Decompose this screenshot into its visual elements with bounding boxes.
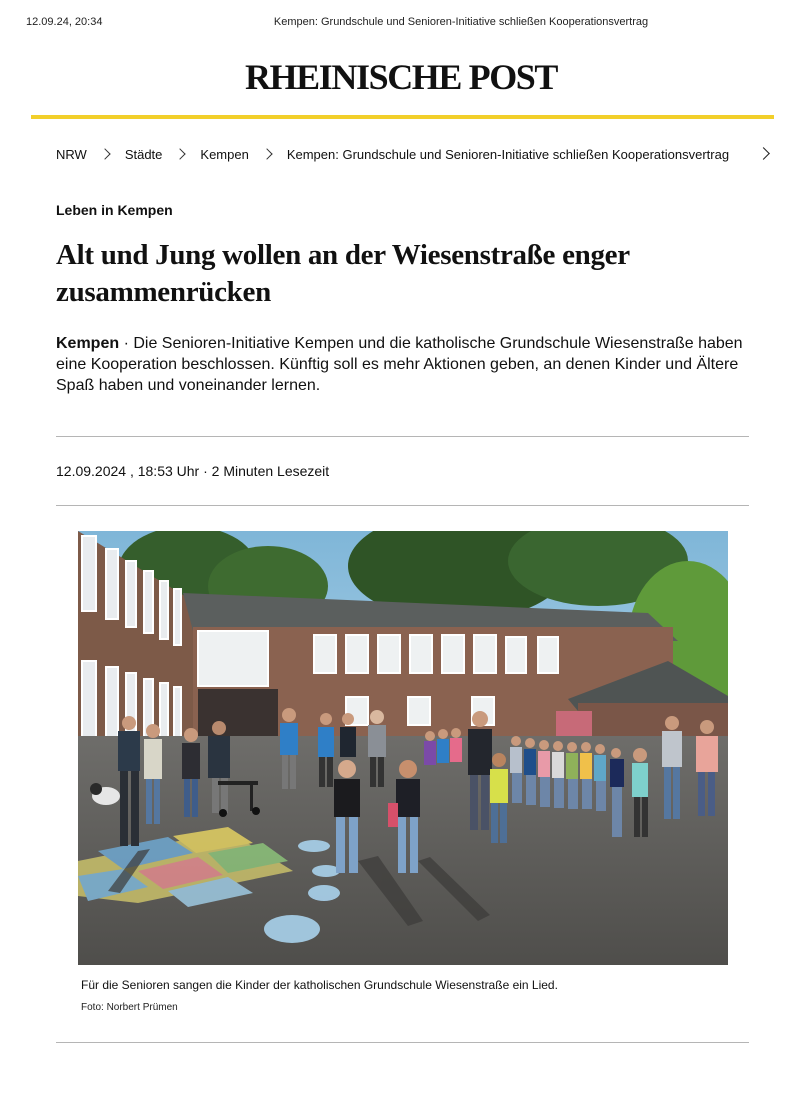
chevron-right-icon	[175, 148, 186, 159]
breadcrumb-item-staedte[interactable]: Städte	[124, 146, 163, 162]
article-lead-text: Die Senioren-Initiative Kempen und die katholische Grundschule Wiesenstraße haben eine Kooperation beschlossen. Künftig soll es mehr Aktionen geben, an denen Kinder und Ältere Spaß haben und voneinander lernen.	[56, 335, 743, 394]
print-page-title: Kempen: Grundschule und Senioren-Initiative schließen Kooperationsvertrag	[273, 16, 649, 28]
article-headline: Alt und Jung wollen an der Wiesenstraße enger zusammenrücken	[56, 239, 630, 308]
print-datetime: 12.09.24, 20:34	[26, 16, 103, 28]
chevron-right-icon	[99, 148, 110, 159]
chevron-right-icon	[261, 148, 272, 159]
article-lead	[56, 333, 756, 396]
photo-caption: Für die Senioren sangen die Kinder der katholischen Grundschule Wiesenstraße ein Lied.	[81, 978, 558, 992]
lead-separator: ·	[119, 335, 134, 352]
photo-credit: Foto: Norbert Prümen	[81, 1002, 178, 1013]
article-location: Kempen	[56, 335, 120, 352]
divider	[56, 1042, 749, 1043]
article-photo[interactable]	[78, 531, 728, 965]
schoolyard-photo	[78, 531, 728, 965]
article-meta: 12.09.2024 , 18:53 Uhr · 2 Minuten Lesezeit	[56, 463, 330, 479]
divider	[56, 505, 749, 506]
site-logo[interactable]: RHEINISCHE POST	[244, 57, 558, 97]
breadcrumb	[56, 144, 786, 164]
breadcrumb-item-kempen[interactable]: Kempen	[200, 146, 249, 162]
divider	[56, 436, 749, 437]
article-kicker[interactable]: Leben in Kempen	[56, 202, 173, 218]
breadcrumb-item-nrw[interactable]: NRW	[56, 146, 87, 162]
print-header	[0, 16, 802, 32]
logo-accent-bar	[31, 115, 774, 119]
breadcrumb-scroll-chevron-right-icon[interactable]	[757, 147, 770, 160]
breadcrumb-item-current[interactable]: Kempen: Grundschule und Senioren-Initiative schließen Kooperationsvertrag	[286, 146, 730, 162]
